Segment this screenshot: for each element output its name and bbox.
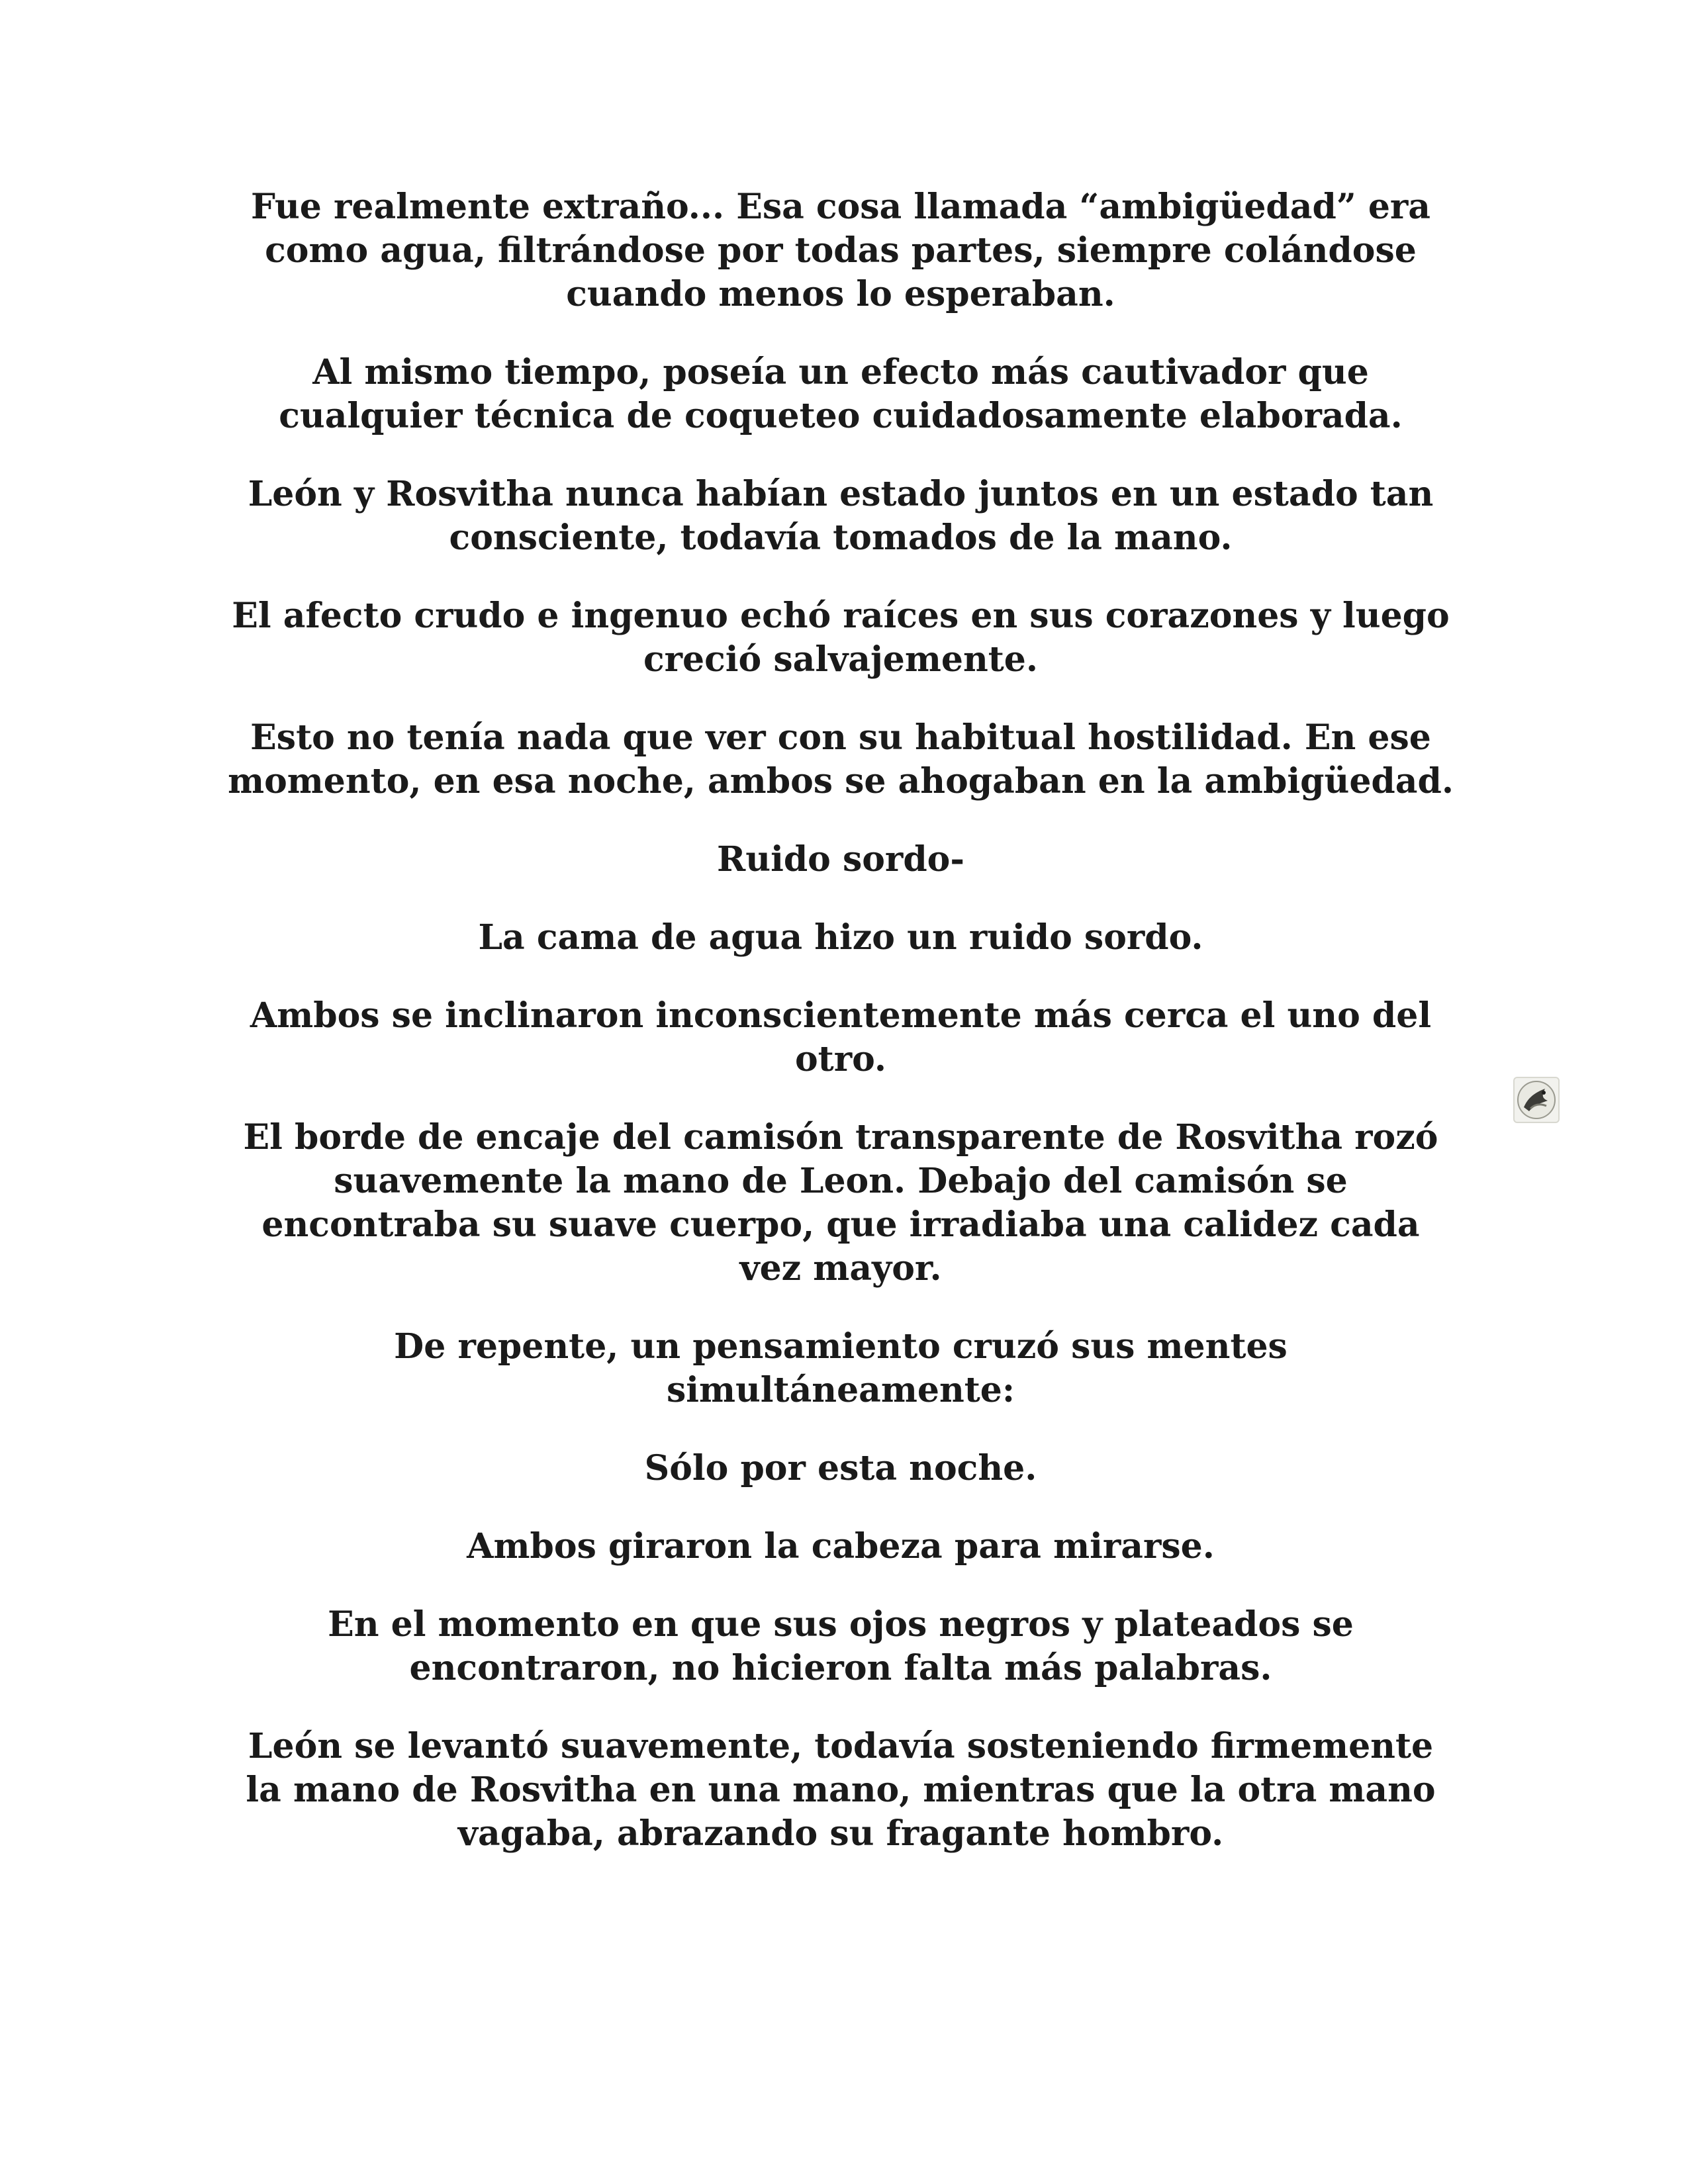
paragraph-3: León y Rosvitha nunca habían estado juntos en un estado tan consciente, todavía tomados de la mano. [248,474,1434,558]
paragraph-12: Ambos giraron la cabeza para mirarse. [467,1526,1215,1567]
paragraph-7: La cama de agua hizo un ruido sordo. [478,917,1203,958]
emblem-graphic [1515,1078,1558,1122]
paragraph-13: En el momento en que sus ojos negros y plateados se encontraron, no hicieron falta más palabras. [328,1604,1354,1688]
paragraph-9: El borde de encaje del camisón transparente de Rosvitha rozó suavemente la mano de Leon. Debajo del camisón se encontraba su suave cuerpo, que irradiaba una calidez cada vez mayor. [243,1117,1438,1289]
story-text [225,185,1456,1890]
paragraph-1: Fue realmente extraño... Esa cosa llamada “ambigüedad” era como agua, filtrándose por todas partes, siempre colándose cuando menos lo esperaban. [250,187,1430,314]
paragraph-4: El afecto crudo e ingenuo echó raíces en sus corazones y luego creció salvajemente. [232,596,1450,680]
paragraph-11: Sólo por esta noche. [644,1448,1037,1488]
paragraph-6: Ruido sordo- [717,839,964,880]
paragraph-5: Esto no tenía nada que ver con su habitual hostilidad. En ese momento, en esa noche, ambos se ahogaban en la ambigüedad. [228,717,1454,801]
paragraph-14: León se levantó suavemente, todavía sosteniendo firmemente la mano de Rosvitha en una mano, mientras que la otra mano vagaba, abrazando su fragante hombro. [246,1726,1436,1854]
watermark-emblem-icon [1513,1077,1560,1123]
paragraph-2: Al mismo tiempo, poseía un efecto más cautivador que cualquier técnica de coqueteo cuidadosamente elaborada. [279,352,1403,436]
paragraph-8: Ambos se inclinaron inconscientemente más cerca el uno del otro. [250,995,1432,1079]
paragraph-10: De repente, un pensamiento cruzó sus mentes simultáneamente: [394,1326,1288,1410]
